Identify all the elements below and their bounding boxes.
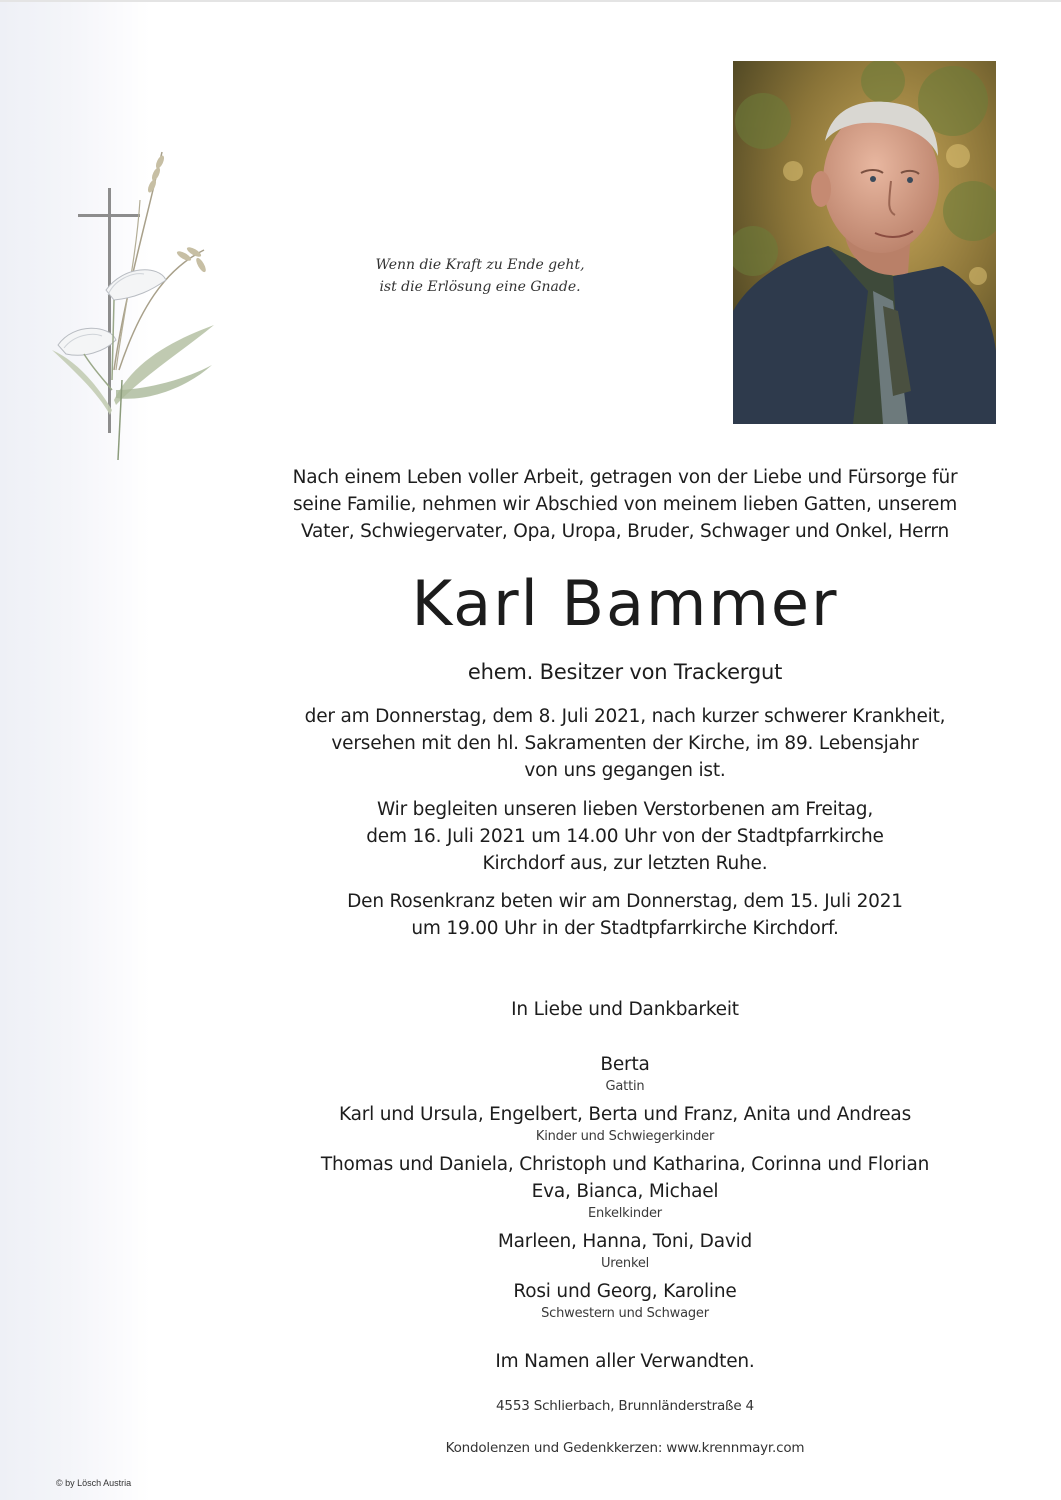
portrait-photo — [733, 61, 996, 424]
funeral-line: Kirchdorf aus, zur letzten Ruhe. — [482, 853, 768, 874]
quote-line-2: ist die Erlösung eine Gnade. — [379, 279, 581, 295]
mourner-group — [200, 1101, 1050, 1145]
mourner-relation: Enkelkinder — [588, 1206, 662, 1221]
death-notice-line: versehen mit den hl. Sakramenten der Kirche, im 89. Lebensjahr — [331, 733, 919, 754]
mourner-names: Karl und Ursula, Engelbert, Berta und Franz, Anita und Andreas — [338, 1104, 912, 1125]
rosary-paragraph — [200, 888, 1050, 942]
condolence-website: Kondolenzen und Gedenkkerzen: www.krennmayr.com — [445, 1440, 805, 1456]
mourner-relation: Gattin — [605, 1079, 645, 1094]
funeral-line: dem 16. Juli 2021 um 14.00 Uhr von der Stadtpfarrkirche — [366, 826, 884, 847]
mourner-names: Eva, Bianca, Michael — [531, 1181, 719, 1202]
mourner-names: Thomas und Daniela, Christoph und Katharina, Corinna und Florian — [320, 1154, 930, 1175]
top-rule — [0, 0, 1061, 2]
death-notice-line: der am Donnerstag, dem 8. Juli 2021, nach kurzer schwerer Krankheit, — [304, 706, 946, 727]
intro-paragraph — [200, 464, 1050, 545]
mourner-relation: Kinder und Schwiegerkinder — [535, 1129, 715, 1144]
mourner-group — [200, 1228, 1050, 1272]
mourner-relation: Urenkel — [600, 1256, 650, 1271]
rosary-line: Den Rosenkranz beten wir am Donnerstag, dem 15. Juli 2021 — [347, 891, 903, 912]
deceased-name: Karl Bammer — [411, 567, 839, 640]
intro-line: seine Familie, nehmen wir Abschied von meinem lieben Gatten, unserem — [292, 494, 958, 515]
copyright-notice: © by Lösch Austria — [56, 1478, 132, 1488]
intro-line: Nach einem Leben voller Arbeit, getragen von der Liebe und Fürsorge für — [292, 467, 958, 488]
address: 4553 Schlierbach, Brunnländerstraße 4 — [496, 1398, 754, 1414]
mourner-group — [200, 1051, 1050, 1095]
deceased-role: ehem. Besitzer von Trackergut — [467, 660, 783, 684]
mourner-group — [200, 1278, 1050, 1322]
death-notice-line: von uns gegangen ist. — [524, 760, 726, 781]
mourner-group — [200, 1151, 1050, 1222]
mourner-relation: Schwestern und Schwager — [541, 1306, 709, 1321]
mourner-names: Berta — [600, 1054, 650, 1075]
mourner-names: Marleen, Hanna, Toni, David — [497, 1231, 753, 1252]
quote-line-1: Wenn die Kraft zu Ende geht, — [375, 257, 585, 273]
mourner-names: Rosi und Georg, Karoline — [513, 1281, 737, 1302]
funeral-paragraph — [200, 796, 1050, 877]
signoff: Im Namen aller Verwandten. — [495, 1351, 755, 1372]
funeral-line: Wir begleiten unseren lieben Verstorbenen am Freitag, — [376, 799, 874, 820]
mourners-list — [200, 1051, 1050, 1328]
rosary-line: um 19.00 Uhr in der Stadtpfarrkirche Kirchdorf. — [411, 918, 839, 939]
intro-line: Vater, Schwiegervater, Opa, Uropa, Bruder, Schwager und Onkel, Herrn — [300, 521, 950, 542]
cross-lily-ornament — [44, 140, 219, 470]
closing-phrase: In Liebe und Dankbarkeit — [511, 999, 739, 1020]
memorial-quote — [330, 254, 630, 298]
death-notice-paragraph — [200, 703, 1050, 784]
